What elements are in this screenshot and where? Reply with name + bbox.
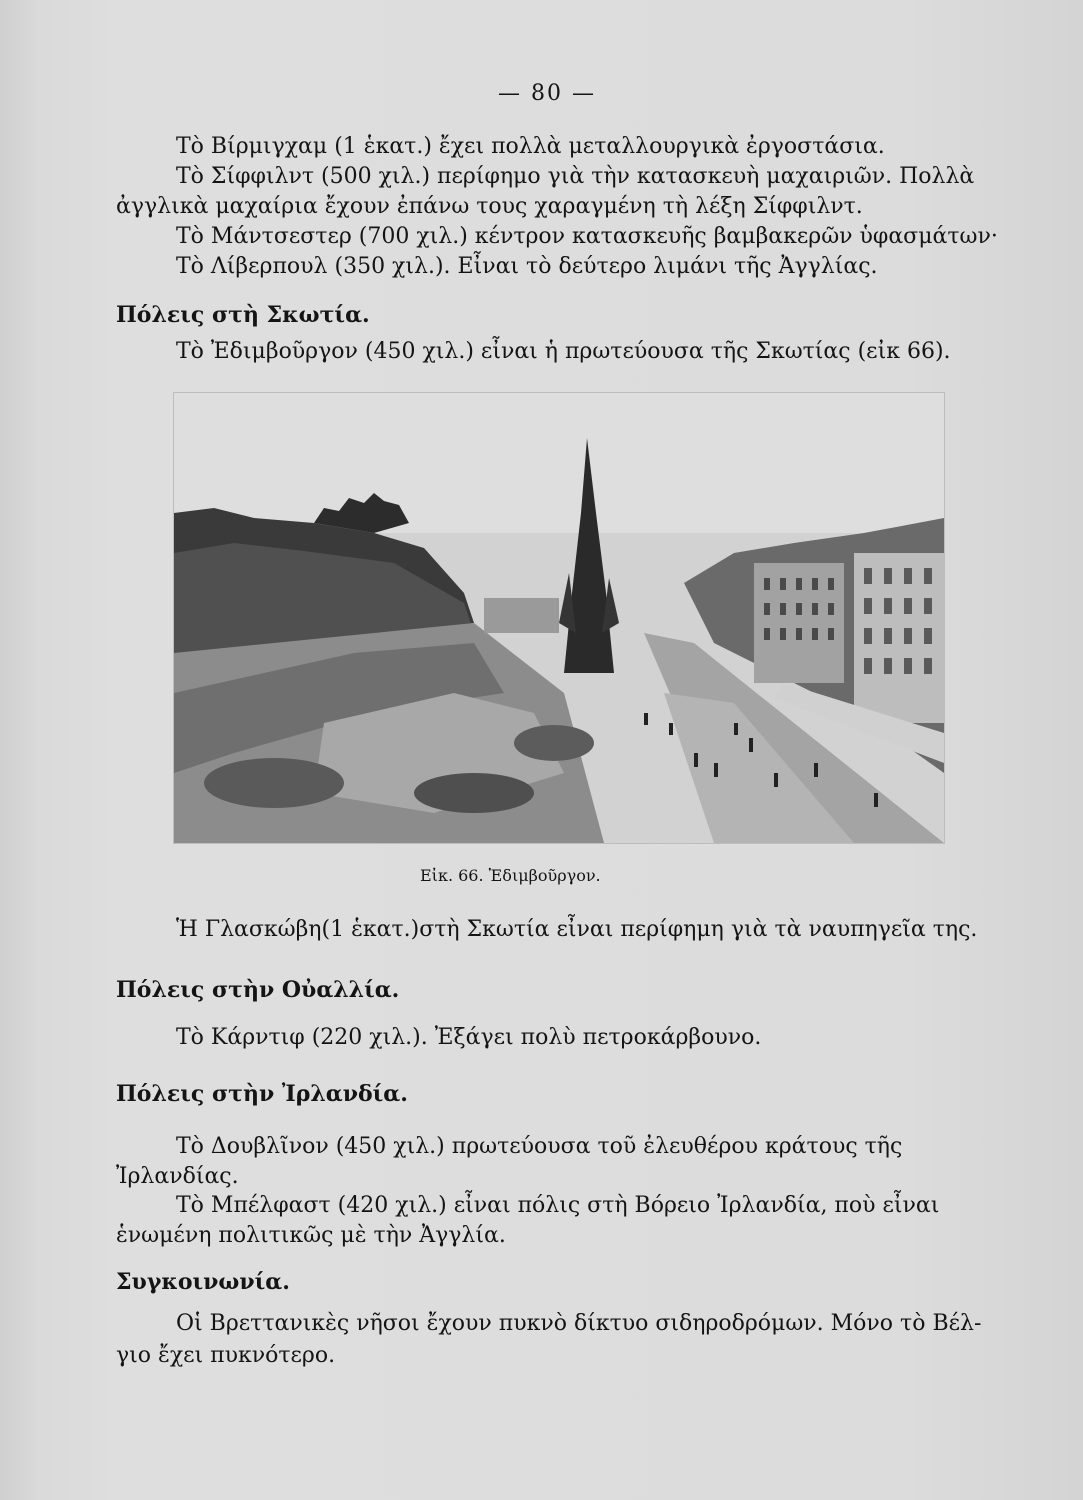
paragraph-edinburgh: Τὸ Ἐδιμβοῦργον (450 χιλ.) εἶναι ἡ πρωτεύουσα τῆς Σκωτίας (εἰκ 66). [176, 339, 951, 364]
paragraph-glasgow: Ἡ Γλασκώβη(1 ἑκατ.)στὴ Σκωτία εἶναι περίφημη γιὰ τὰ ναυπηγεῖα της. [176, 917, 978, 942]
paragraph-manchester: Τὸ Μάντσεστερ (700 χιλ.) κέντρον κατασκευῆς βαμβακερῶν ὑφασμάτων· [176, 224, 998, 249]
heading-communication: Συγκοινωνία. [116, 1269, 290, 1295]
heading-ireland: Πόλεις στὴν Ἰρλανδία. [116, 1081, 408, 1107]
paragraph-liverpool: Τὸ Λίβερπουλ (350 χιλ.). Εἶναι τὸ δεύτερο λιμάνι τῆς Ἀγγλίας. [176, 254, 878, 279]
paragraph-belfast-line2: ἑνωμένη πολιτικῶς μὲ τὴν Ἀγγλία. [116, 1223, 506, 1248]
paragraph-transport-line1: Οἱ Βρεττανικὲς νῆσοι ἔχουν πυκνὸ δίκτυο σιδηροδρόμων. Μόνο τὸ Βέλ- [176, 1311, 982, 1336]
page-number: — 80 — [498, 81, 596, 106]
paragraph-cardiff: Τὸ Κάρντιφ (220 χιλ.). Ἐξάγει πολὺ πετροκάρβουνο. [176, 1025, 762, 1050]
paragraph-belfast-line1: Τὸ Μπέλφαστ (420 χιλ.) εἶναι πόλις στὴ Βόρειο Ἰρλανδία, ποὺ εἶναι [176, 1193, 940, 1218]
paragraph-birmingham: Τὸ Βίρμιγχαμ (1 ἑκατ.) ἔχει πολλὰ μεταλλουργικὰ ἐργοστάσια. [176, 134, 885, 159]
heading-scotland: Πόλεις στὴ Σκωτία. [116, 302, 370, 328]
paragraph-dublin-line1: Τὸ Δουβλῖνον (450 χιλ.) πρωτεύουσα τοῦ ἐλευθέρου κράτους τῆς [176, 1134, 903, 1159]
paragraph-dublin-line2: Ἰρλανδίας. [116, 1164, 239, 1189]
figure-caption: Εἰκ. 66. Ἐδιμβοῦργον. [420, 866, 601, 885]
paragraph-transport-line2: γιο ἔχει πυκνότερο. [116, 1343, 336, 1368]
paragraph-sheffield-line1: Τὸ Σίφφιλντ (500 χιλ.) περίφημο γιὰ τὴν κατασκευὴ μαχαιριῶν. Πολλὰ [176, 164, 975, 189]
heading-wales: Πόλεις στὴν Οὐαλλία. [116, 977, 400, 1003]
edinburgh-photo [173, 392, 945, 844]
paragraph-sheffield-line2: ἀγγλικὰ μαχαίρια ἔχουν ἐπάνω τους χαραγμένη τὴ λέξη Σίφφιλντ. [116, 194, 863, 219]
